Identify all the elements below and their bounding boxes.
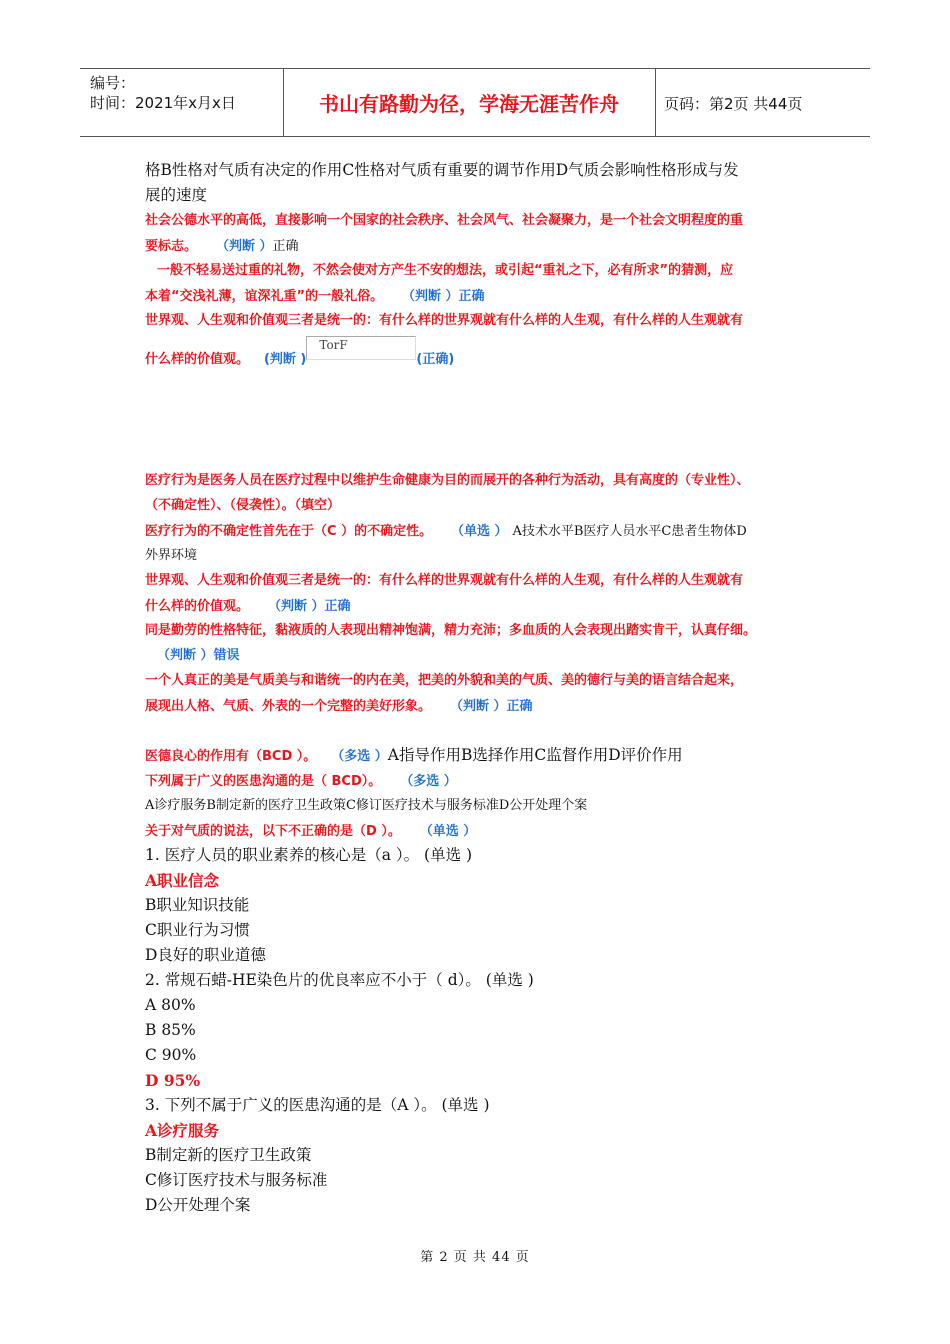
header-meta (90, 73, 236, 113)
text-line: 世界观、人生观和价值观三者是统一的：有什么样的世界观就有什么样的人生观，有什么样的人生观就有 (145, 313, 744, 328)
text-line: （不确定性）、（侵袭性）。（填空） (145, 498, 341, 513)
text-line: （判断 ）错误 (157, 648, 240, 663)
text-line (145, 593, 825, 618)
question-text: 医德良心的作用有（BCD ）。 (145, 749, 317, 764)
time-label: 时间：2021年x月x日 (90, 94, 236, 112)
question-text: 关于对气质的说法，以下不正确的是（D ）。 (145, 824, 401, 839)
options-text: A技术水平B医疗人员水平C患者生物体D (512, 524, 747, 539)
question-type: （单选 ） (451, 524, 508, 539)
answer-option: C职业行为习惯 (145, 921, 250, 939)
page-header (80, 68, 870, 137)
question-text: 要标志。 (145, 239, 198, 254)
text-line: 外界环境 (145, 548, 198, 563)
document-body (145, 158, 825, 1218)
answer-option: B职业知识技能 (145, 896, 250, 914)
question-1: 1. 医疗人员的职业素养的核心是（a ）。 (单选 ) (145, 846, 473, 864)
blank-space (145, 718, 825, 743)
answer-option: D公开处理个案 (145, 1196, 251, 1214)
question-type: （单选 ） (419, 824, 477, 839)
text-line: 医疗行为是医务人员在医疗过程中以维护生命健康为目的而展开的各种行为活动，具有高度的（专业性）、 (145, 473, 750, 488)
code-label: 编号： (90, 74, 136, 92)
header-page-label: 页码：第2页 共44页 (664, 95, 803, 113)
text-line: A诊疗服务B制定新的医疗卫生政策C修订医疗技术与服务标准D公开处理个案 (145, 798, 588, 813)
question-3: 3. 下列不属于广义的医患沟通的是（A ）。 (单选 ) (145, 1096, 490, 1114)
question-type: （判断 ）正确 (267, 599, 351, 614)
text-line (145, 743, 825, 768)
question-type: (判断 ) (263, 352, 307, 367)
text-line: 同是勤劳的性格特征，黏液质的人表现出精神饱满，精力充沛；多血质的人会表现出踏实肯干，认真仔细。 (145, 623, 757, 638)
text-line (145, 693, 825, 718)
text-line: 一般不轻易送过重的礼物，不然会使对方产生不安的想法，或引起“重礼之下，必有所求”的猜测，应 (157, 263, 734, 278)
text-line: 世界观、人生观和价值观三者是统一的：有什么样的世界观就有什么样的人生观，有什么样的人生观就有 (145, 573, 744, 588)
text-line (145, 283, 825, 308)
text-line: 格B性格对气质有决定的作用C性格对气质有重要的调节作用D气质会影响性格形成与发 (145, 161, 739, 179)
page-footer: 第 2 页 共 44 页 (420, 1250, 530, 1265)
text-line: 社会公德水平的高低，直接影响一个国家的社会秩序、社会风气、社会凝聚力，是一个社会文明程度的重 (145, 213, 744, 228)
text-line (145, 233, 825, 258)
question-type: （多选 ） (331, 749, 388, 764)
text-line (145, 768, 825, 793)
question-type: （判断 ） (215, 239, 273, 254)
question-type: （多选 ） (400, 774, 457, 789)
answer-option-correct: A诊疗服务 (145, 1121, 220, 1140)
answer-option: C修订医疗技术与服务标准 (145, 1171, 328, 1189)
header-divider (655, 69, 656, 136)
text-line (145, 818, 825, 843)
text-line: 一个人真正的美是气质美与和谐统一的内在美，把美的外貌和美的气质、美的德行与美的语言结合起来， (145, 673, 744, 688)
answer-option-correct: D 95% (145, 1071, 201, 1090)
question-text: 本着“交浅礼薄，谊深礼重”的一般礼俗。 (145, 289, 384, 304)
answer-option: B 85% (145, 1021, 196, 1039)
header-motto: 书山有路勤为径，学海无涯苦作舟 (319, 92, 619, 116)
question-text: 医疗行为的不确定性首先在于（C ）的不确定性。 (145, 524, 433, 539)
text-line (145, 333, 825, 369)
question-text: 什么样的价值观。 (145, 352, 250, 367)
question-type: （判断 ）正确 (449, 699, 533, 714)
answer-text: 正确 (272, 239, 299, 254)
question-2: 2. 常规石蜡-HE染色片的优良率应不小于（ d）。 (单选 ) (145, 971, 534, 989)
answer-option: D良好的职业道德 (145, 946, 266, 964)
answer-option: C 90% (145, 1046, 197, 1064)
text-line (145, 518, 825, 543)
text-line: 展的速度 (145, 186, 208, 204)
question-type: （判断 ）正确 (402, 289, 485, 304)
answer-option-correct: A职业信念 (145, 871, 220, 890)
answer-option: A 80% (145, 996, 196, 1014)
torf-answer-field[interactable]: TorF (306, 336, 416, 360)
blank-space (145, 369, 825, 468)
question-text: 展现出人格、气质、外表的一个完整的美好形象。 (145, 699, 432, 714)
question-text: 什么样的价值观。 (145, 599, 250, 614)
options-text: A指导作用B选择作用C监督作用D评价作用 (387, 746, 683, 764)
answer-option: B制定新的医疗卫生政策 (145, 1146, 312, 1164)
question-text: 下列属于广义的医患沟通的是（ BCD）。 (145, 774, 382, 789)
answer-text: (正确) (416, 352, 455, 367)
